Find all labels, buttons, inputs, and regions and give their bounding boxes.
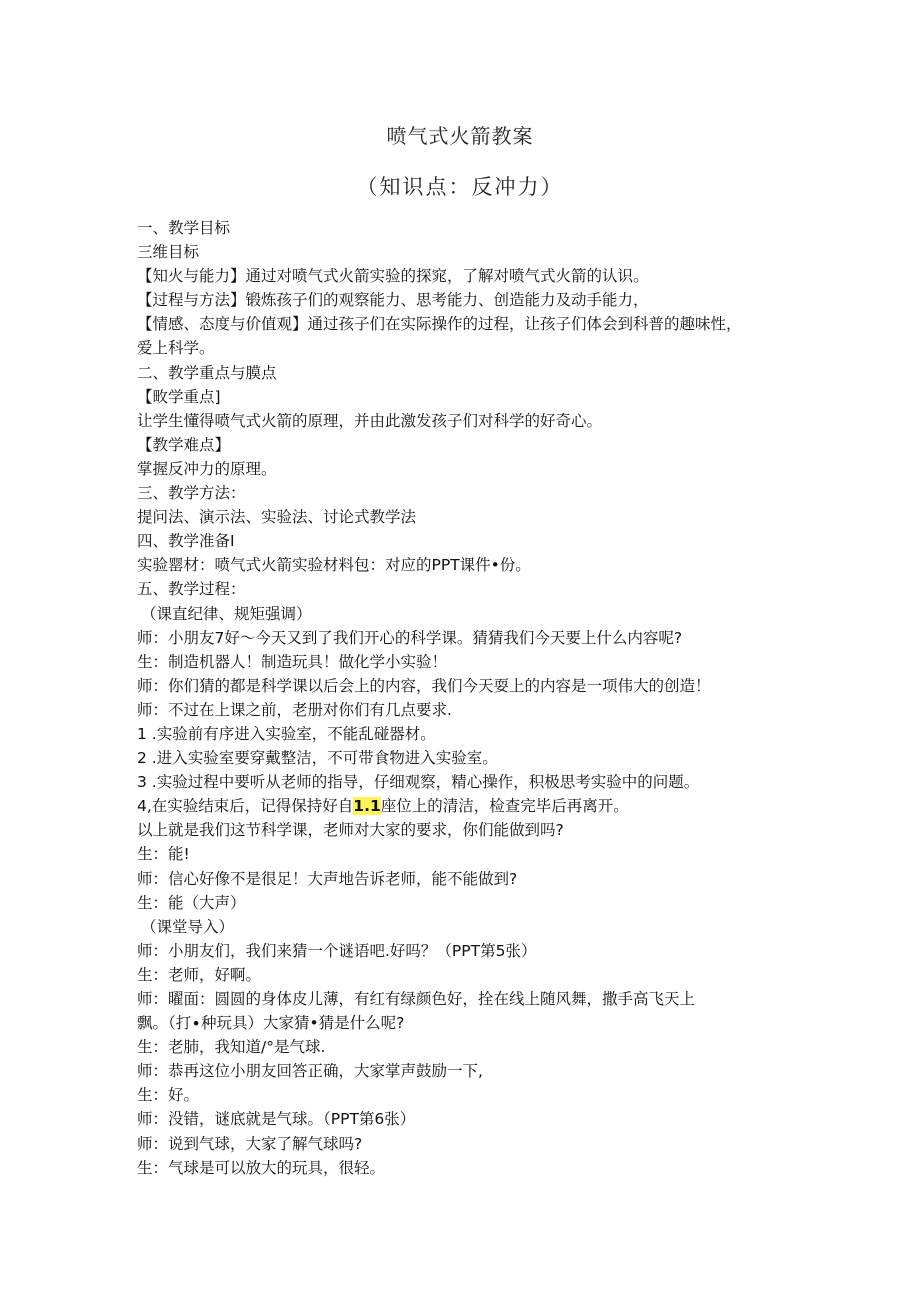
text-line: 师：不过在上课之前，老册对你们有几点要求. (137, 700, 452, 719)
text-line: 师：小朋友7好〜今天又到了我们开心的科学课。猜猜我们今天要上什么内容呢? (137, 628, 683, 647)
text-line: 三、教学方法： (137, 484, 246, 503)
document-subtitle: （知识点：反冲力） (356, 175, 564, 199)
text-line: 生：能! (137, 845, 190, 864)
document-body (137, 216, 797, 1180)
text-line: 实验罂材：喷气式火箭实验材料包：对应的PPT课件•份。 (137, 556, 531, 575)
list-item-end: 座位上的清洁，检查完毕后再离开。 (380, 797, 629, 816)
text-line: 师：没错，谜底就是气球。（PPT第6张） (137, 1110, 416, 1129)
text-line: 二、教学重点与膜点 (137, 363, 277, 382)
text-line: 【过程与方法】锻炼孩子们的观察能力、思考能力、创造能力及动手能力， (137, 291, 649, 310)
text-line: 师：你们猜的都是科学课以后会上的内容，我们今天耍上的内容是一项伟大的创造！ (137, 676, 711, 695)
text-line: 师：说到气球，大家了解气球吗? (137, 1134, 363, 1153)
text-line: 生：制造机器人！制造玩具！做化学小实验！ (137, 652, 448, 671)
text-line: 一、教学目标 (137, 219, 231, 237)
text-line: 生：老肺，我知道/°是气球. (137, 1038, 326, 1057)
text-line: 生：好。 (137, 1086, 200, 1105)
text-line: 【知火与能力】通过对喷气式火箭实验的探窕，了解对喷气式火箭的认识。 (137, 267, 649, 286)
text-line: 爱上科学。 (137, 339, 215, 358)
text-line: 飘。（打∙种玩具）大家猜•猜是什么呢? (137, 1014, 405, 1033)
list-item (137, 794, 797, 818)
list-item: 1 .实验前有序进入实验室，不能乱碰器材。 (137, 724, 436, 743)
list-item-start: 4,在实验结束后，记得保持好自 (137, 797, 354, 816)
text-line: 以上就是我们这节科学课，老师对大家的要求，你们能做到吗? (137, 821, 564, 840)
text-line: 师：小朋友们，我们来猜一个谜语吧.好吗？（PPT第5张） (137, 941, 537, 960)
list-item: 2 .进入实验室要穿戴整洁，不可带食物进入实验室。 (137, 749, 498, 768)
document-title: 喷气式火箭教案 (386, 124, 534, 148)
text-line: 【畋学重点] (137, 387, 221, 406)
text-line: 【教学难点】 (137, 435, 231, 454)
text-line: 让学生懂得喷气式火箭的原理，并由此激发孩子们对科学的好奇心。 (137, 411, 603, 430)
highlighted-text: 1.1 (353, 797, 381, 816)
text-line: 生：能（大声） (137, 893, 246, 912)
text-line: 师：信心好像不是很足！大声地告诉老师，能不能做到? (137, 869, 518, 888)
text-line: 师：恭再这位小朋友回答正确，大家掌声鼓励一下, (137, 1062, 483, 1081)
text-line: 师：曜面：圆圆的身体皮儿薄，有红有绿颜色好，拴在线上随风舞，撒手高飞天上 (137, 990, 696, 1008)
text-line: 生：老师，好啊。 (137, 965, 262, 984)
list-item: 3 .实验过程中要听从老师的指导，仔细观察，精心操作，积极思考实验中的问题。 (137, 773, 700, 792)
text-line: 五、教学过程： (137, 580, 246, 599)
text-line: 【情感、态度与价值观】通过孩子们在实际操作的过程，让孩子们体会到科普的趣味性， (137, 315, 742, 334)
text-line: （课堂导入） (141, 917, 235, 936)
text-line: 提问法、演示法、实验法、讨论式教学法 (137, 508, 417, 527)
text-line: 生：气球是可以放大的玩具，很轻。 (137, 1158, 386, 1177)
text-line: 四、教学准备I (137, 532, 235, 551)
text-line: 三维目标 (137, 243, 200, 262)
text-line: 掌握反冲力的原理。 (137, 459, 277, 478)
text-line: （课直纪律、规矩强调） (141, 604, 312, 623)
